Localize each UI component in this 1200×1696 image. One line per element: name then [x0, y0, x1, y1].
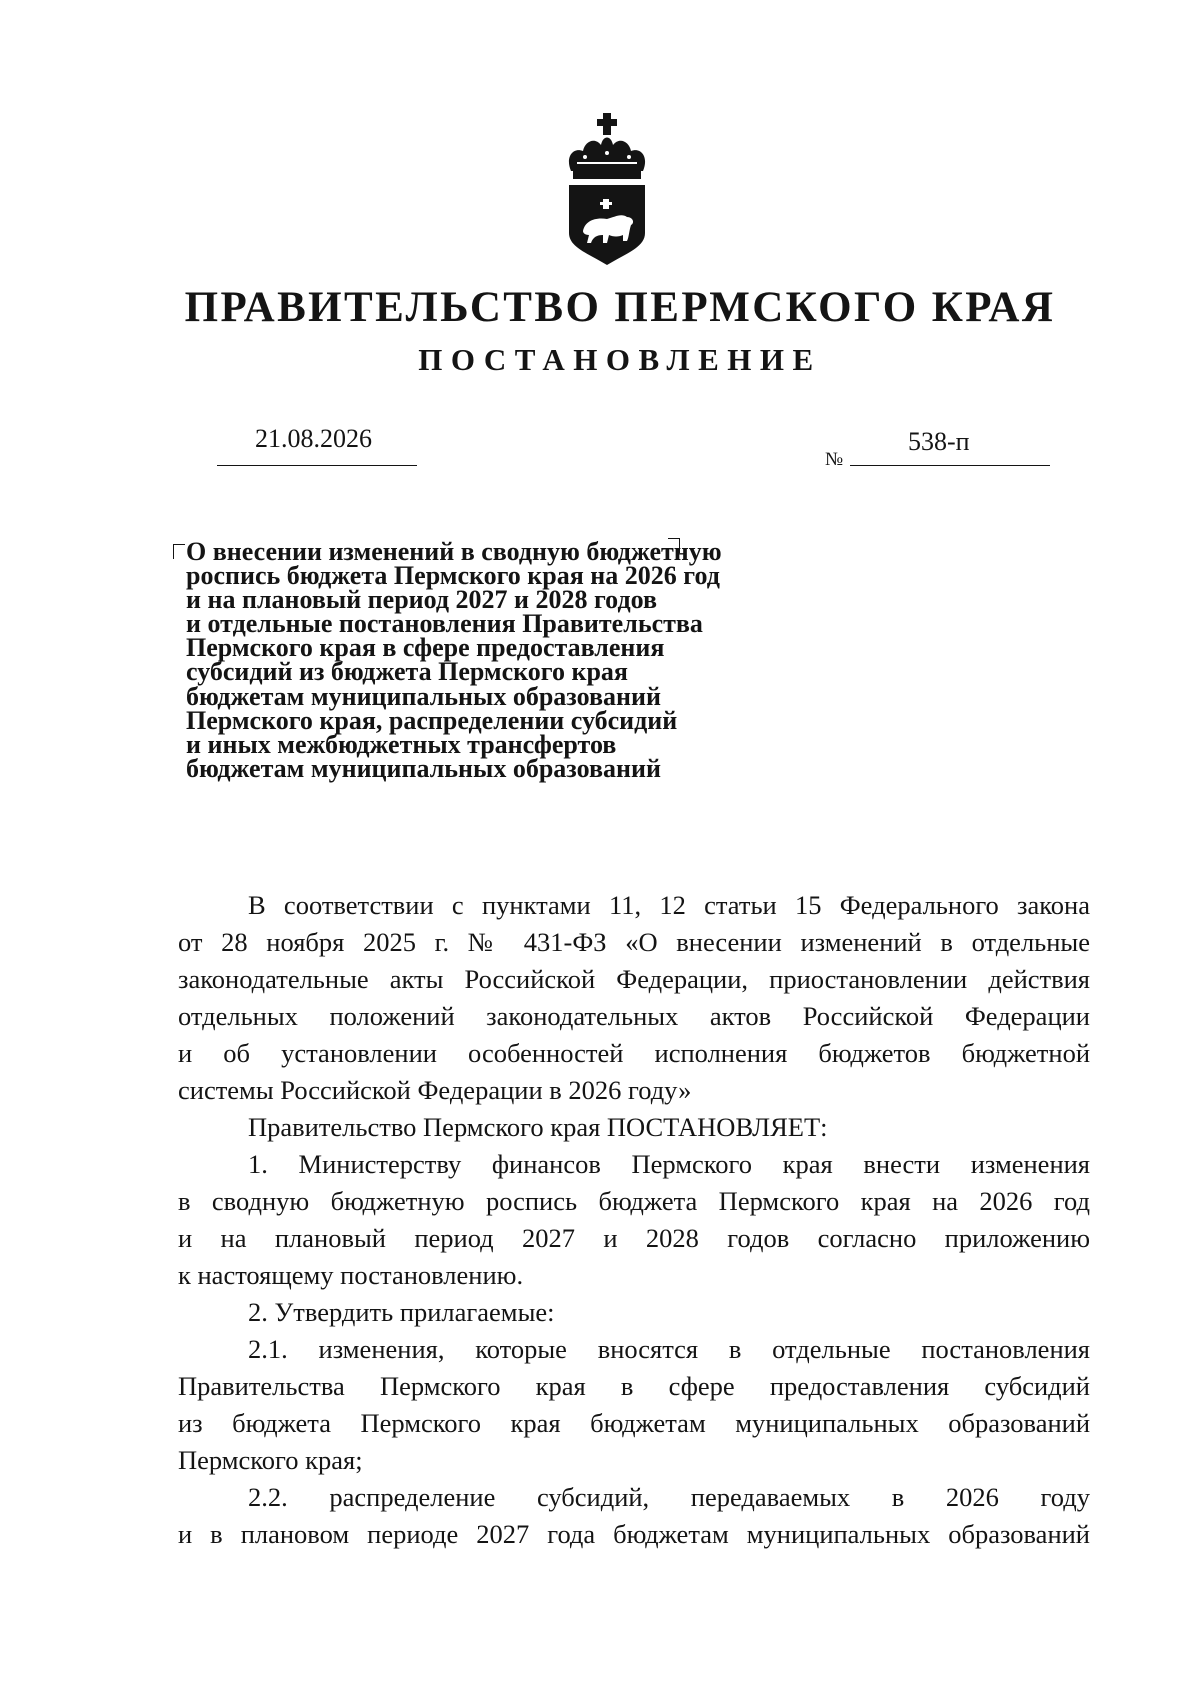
number-underline: [850, 465, 1050, 466]
number-sign: №: [825, 449, 844, 470]
subject-line: и отдельные постановления Правительства: [186, 609, 703, 639]
body-line: законодательные акты Российской Федерации, приостановлении действия: [178, 964, 1090, 994]
body-line: 2.2. распределение субсидий, передаваемых в 2026 году: [248, 1482, 1090, 1512]
body-line: 1. Министерству финансов Пермского края внести изменения: [248, 1149, 1090, 1179]
subject-line: О внесении изменений в сводную бюджетную: [186, 537, 722, 566]
paragraph-legal-basis: [178, 887, 1090, 1109]
body-line: из бюджета Пермского края бюджетам муниципальных образований: [178, 1408, 1090, 1438]
document-subject: [186, 537, 786, 783]
body-line: и на плановый период 2027 и 2028 годов согласно приложению: [178, 1223, 1090, 1253]
paragraph-item-2: [178, 1294, 1090, 1331]
subject-line: роспись бюджета Пермского края на 2026 год: [186, 561, 720, 591]
body-line: 2. Утвердить прилагаемые:: [248, 1297, 555, 1327]
body-line: к настоящему постановлению.: [178, 1260, 524, 1290]
subject-line: субсидий из бюджета Пермского края: [186, 657, 628, 687]
subject-line: Пермского края, распределении субсидий: [186, 705, 678, 735]
paragraph-item-1: [178, 1146, 1090, 1294]
document-date: 21.08.2026: [255, 424, 372, 453]
body-line: и в плановом периоде 2027 года бюджетам муниципальных образований: [178, 1519, 1090, 1549]
document-number: 538-п: [908, 427, 970, 456]
date-underline: [217, 465, 417, 466]
body-line: отдельных положений законодательных актов Российской Федерации: [178, 1001, 1090, 1031]
document-type-title: ПОСТАНОВЛЕНИЕ: [418, 342, 822, 377]
body-line: и об установлении особенностей исполнения бюджетов бюджетной: [178, 1038, 1090, 1068]
body-line: от 28 ноября 2025 г. № 431-ФЗ «О внесении изменений в отдельные: [178, 927, 1090, 957]
subject-line: и на плановый период 2027 и 2028 годов: [186, 585, 657, 615]
body-line: Правительства Пермского края в сфере предоставления субсидий: [178, 1371, 1090, 1401]
subject-line: Пермского края в сфере предоставления: [186, 633, 665, 663]
paragraph-item-2-2: [178, 1479, 1090, 1553]
subject-line: бюджетам муниципальных образований: [186, 753, 661, 783]
paragraph-item-2-1: [178, 1331, 1090, 1479]
body-line: системы Российской Федерации в 2026 году»: [178, 1075, 692, 1105]
body-line: 2.1. изменения, которые вносятся в отдельные постановления: [248, 1334, 1090, 1364]
body-line: Пермского края;: [178, 1445, 363, 1475]
body-line: Правительство Пермского края ПОСТАНОВЛЯЕТ:: [248, 1112, 828, 1142]
subject-line: и иных межбюджетных трансфертов: [186, 729, 617, 759]
subject-line: бюджетам муниципальных образований: [186, 681, 661, 711]
body-line: в сводную бюджетную роспись бюджета Пермского края на 2026 год: [178, 1186, 1090, 1216]
subject-left-bracket: [173, 544, 185, 559]
paragraph-resolves: [178, 1109, 1090, 1146]
perm-krai-coat-of-arms-icon: [563, 113, 651, 268]
body-line: В соответствии с пунктами 11, 12 статьи 15 Федерального закона: [248, 890, 1090, 920]
document-body: [178, 887, 1090, 1553]
organization-title: ПРАВИТЕЛЬСТВО ПЕРМСКОГО КРАЯ: [184, 284, 1056, 331]
